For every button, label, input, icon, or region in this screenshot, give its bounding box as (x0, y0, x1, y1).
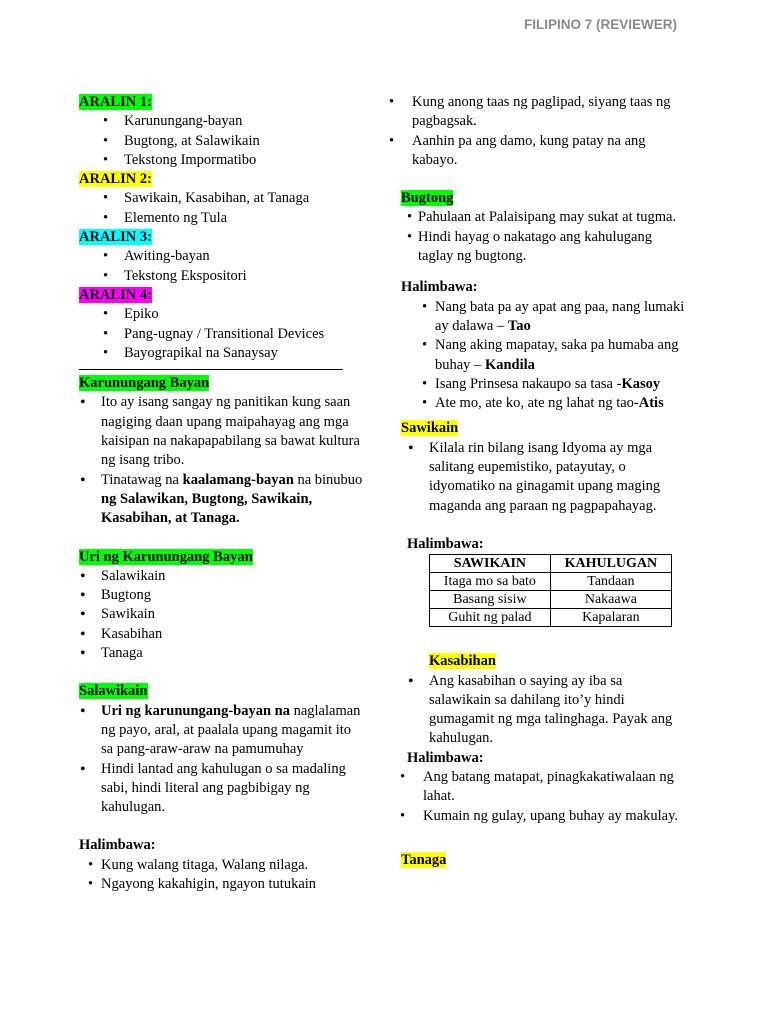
column-header: SAWIKAIN (430, 555, 551, 573)
table-cell: Guhit ng palad (430, 609, 551, 627)
aralin-item: • Epiko (79, 305, 364, 324)
karunungang-bayan-heading: Karunungang Bayan (79, 375, 210, 392)
aralin-item: • Elemento ng Tula (79, 209, 364, 228)
list-item: • Sawikain (79, 605, 364, 624)
aralin-heading: ARALIN 3: (79, 229, 152, 246)
aralin-list (79, 247, 364, 286)
column-header: KAHULUGAN (550, 555, 671, 573)
sawikain-list (407, 439, 686, 516)
sawikain-table (429, 554, 672, 627)
list-item: • Nang bata pa ay apat ang paa, nang lumaki ay dalawa – Tao (401, 298, 686, 337)
list-item: • Kilala rin bilang isang Idyoma ay mga salitang eupemistiko, patayutay, o idyomatiko na ginagamit upang maging maganda ang paraan ng pagpapahayag. (407, 439, 686, 516)
list-item: • Kumain ng gulay, upang buhay ay makulay. (395, 807, 686, 826)
list-item: • Hindi hayag o nakatago ang kahulugang taglay ng bugtong. (396, 228, 686, 267)
aralin-item: • Bugtong, at Salawikain (79, 132, 364, 151)
kasabihan-examples (395, 768, 686, 826)
aralin-list (79, 305, 364, 363)
aralin-heading: ARALIN 2: (79, 171, 152, 188)
kasabihan-heading: Kasabihan (429, 653, 496, 670)
list-item: • Ang batang matapat, pinagkakatiwalaan ng lahat. (395, 768, 686, 807)
list-item: • Isang Prinsesa nakaupo sa tasa -Kasoy (401, 375, 686, 394)
table-cell: Kapalaran (550, 609, 671, 627)
aralin-item: • Bayograpikal na Sanaysay (79, 344, 364, 363)
kasabihan-list (407, 672, 686, 749)
salawikain-list (79, 702, 364, 818)
table-row (430, 591, 672, 609)
list-item: • Ngayong kakahigin, ngayon tutukain (79, 875, 364, 894)
section-divider (79, 369, 343, 370)
aralin-1-block (79, 93, 364, 170)
halimbawa-label: Halimbawa: (407, 749, 484, 766)
list-item: • Uri ng karunungang-bayan na naglalaman ng payo, aral, at paalala upang magamit ito sa pang-araw-araw na pamumuhay (79, 702, 364, 760)
aralin-item: • Awiting-bayan (79, 247, 364, 266)
bugtong-examples (401, 298, 686, 414)
bugtong-list (396, 208, 686, 266)
list-item: • Pahulaan at Palaisipang may sukat at tugma. (396, 208, 686, 227)
tanaga-heading: Tanaga (401, 851, 447, 868)
table-row (430, 573, 672, 591)
halimbawa-label: Halimbawa: (401, 279, 478, 296)
list-item: • Tanaga (79, 644, 364, 663)
aralin-heading: ARALIN 1: (79, 94, 152, 110)
list-item: • Kung anong taas ng paglipad, siyang taas ng pagbagsak. (384, 93, 686, 132)
aralin-item: • Sawikain, Kasabihan, at Tanaga (79, 189, 364, 208)
list-item: • Hindi lantad ang kahulugan o sa madaling sabi, hindi literal ang pagbibigay ng kahulugan. (79, 760, 364, 818)
list-item: • Ito ay isang sangay ng panitikan kung saan nagiging daan upang maipahayag ang mga kaisipan na nakapapabilang sa bawat kultura ng isang tribo. (79, 393, 364, 470)
aralin-2-block (79, 170, 364, 228)
uri-heading: Uri ng Karunungang Bayan (79, 548, 253, 565)
aralin-item: • Tekstong Ekspositori (79, 267, 364, 286)
table-cell: Tandaan (550, 573, 671, 591)
table-cell: Basang sisiw (430, 591, 551, 609)
bugtong-heading: Bugtong (401, 190, 454, 207)
table-cell: Nakaawa (550, 591, 671, 609)
karunungang-bayan-list (79, 393, 364, 528)
list-item: • Salawikain (79, 567, 364, 586)
salawikain-heading: Salawikain (79, 683, 148, 700)
right-column (401, 93, 686, 870)
table-header-row (430, 555, 672, 573)
aralin-list (79, 112, 364, 170)
aralin-heading: ARALIN 4: (79, 286, 152, 303)
list-item: • Kasabihan (79, 625, 364, 644)
list-item: • Ang kasabihan o saying ay iba sa salawikain sa dahilang ito’y hindi gumagamit ng mga talinghaga. Payak ang kahulugan. (407, 672, 686, 749)
sawikain-heading: Sawikain (401, 420, 459, 437)
left-column (79, 93, 364, 894)
list-item: • Kung walang titaga, Walang nilaga. (79, 856, 364, 875)
aralin-item: • Karunungang-bayan (79, 112, 364, 131)
halimbawa-label: Halimbawa: (79, 837, 156, 854)
list-item: • Bugtong (79, 586, 364, 605)
aralin-list (79, 189, 364, 228)
aralin-3-block (79, 228, 364, 286)
aralin-4-block (79, 286, 364, 363)
aralin-item: • Tekstong Impormatibo (79, 151, 364, 170)
halimbawa-label: Halimbawa: (407, 535, 484, 552)
salawikain-examples (79, 856, 364, 895)
list-item: • Tinatawag na kaalamang-bayan na binubuo ng Salawikan, Bugtong, Sawikain, Kasabihan, at Tanaga. (79, 471, 364, 529)
document-header: FILIPINO 7 (REVIEWER) (523, 17, 677, 32)
list-item: • Aanhin pa ang damo, kung patay na ang kabayo. (384, 132, 686, 171)
uri-list (79, 567, 364, 663)
salawikain-examples-continued (384, 93, 686, 170)
aralin-item: • Pang-ugnay / Transitional Devices (79, 325, 364, 344)
table-row (430, 609, 672, 627)
list-item: • Ate mo, ate ko, ate ng lahat ng tao-Atis (401, 394, 686, 413)
list-item: • Nang aking mapatay, saka pa humaba ang buhay – Kandila (401, 336, 686, 375)
table-cell: Itaga mo sa bato (430, 573, 551, 591)
